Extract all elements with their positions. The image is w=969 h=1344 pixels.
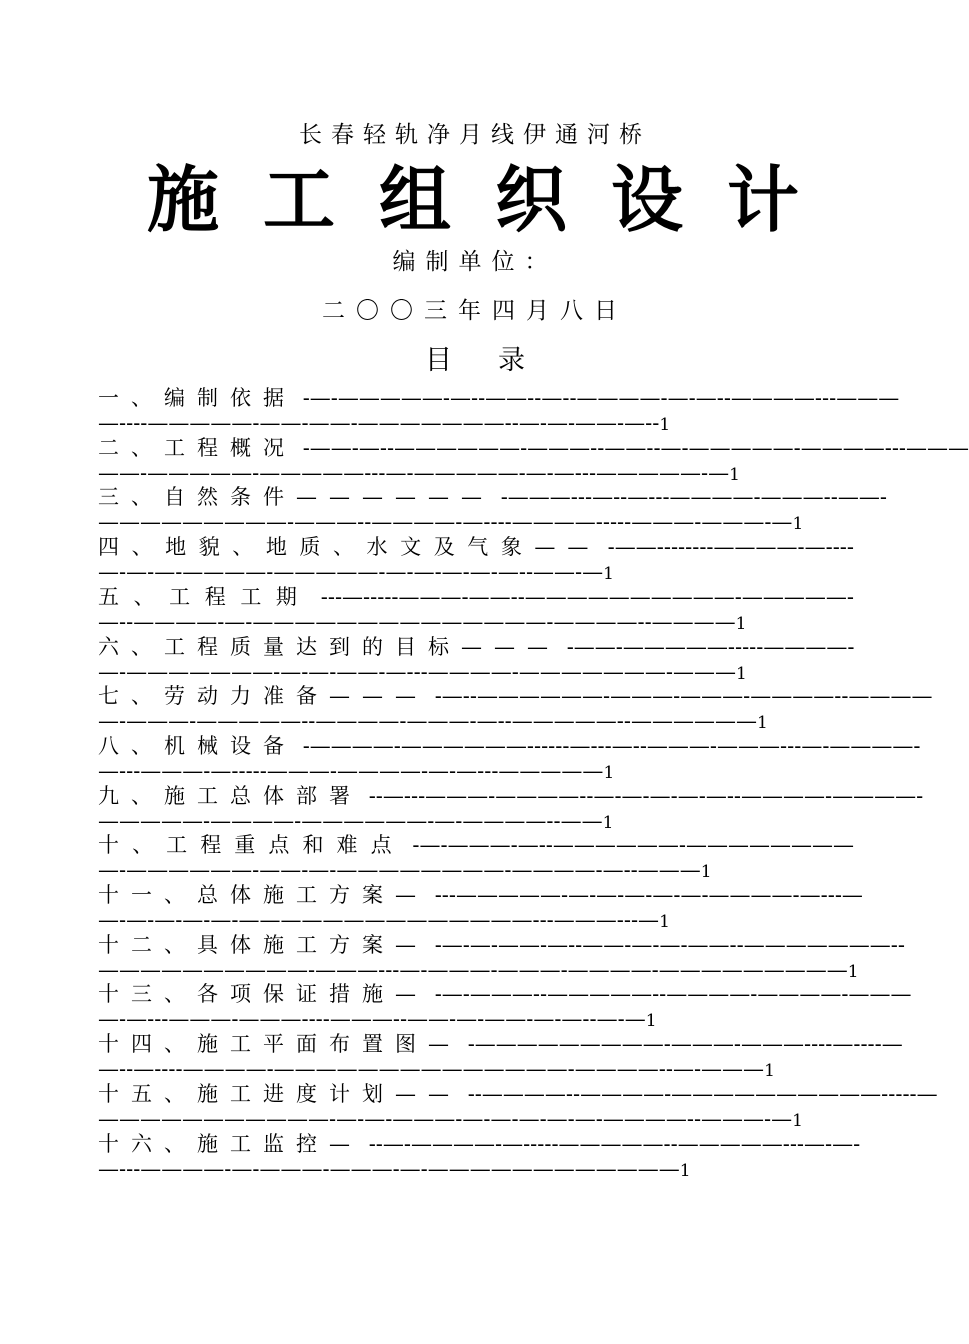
toc-leader: -————-——————------—---—--———-———---—-————- <box>302 733 921 758</box>
toc-page-number: 1 <box>735 613 747 634</box>
toc-leader: —-—---———-———----———--——-—-——-—-—--—-— <box>98 1007 646 1032</box>
toc-leader: —-—-—-————-—————-—-—-—-—-—--——-— <box>98 560 604 585</box>
toc-entry-continuation <box>98 1157 854 1182</box>
toc-leader: ---—-----———-——--——————————-—————- <box>320 584 854 609</box>
document-date: 二〇〇三年四月八日 <box>322 298 628 324</box>
toc-page-number: 1 <box>792 514 804 535</box>
toc-leader: —-———-—————--————-———-—--—————--—————— <box>98 709 757 734</box>
toc-leader: —-——————-——-—-————————-————-—--——— <box>98 858 701 883</box>
toc-entry-line <box>98 932 905 958</box>
toc-entry-continuation <box>98 809 854 834</box>
toc-leader: -—-—-——-—--——-—-—-——--———————-- <box>434 932 905 957</box>
toc-entry-line <box>98 982 912 1007</box>
toc-leader: ——-—————-—————---—-—————-—-—---—————-— <box>98 460 730 485</box>
toc-entry-label: 五、工程工期 <box>98 584 312 609</box>
toc-leader: --—-————-—-----—————--—————---—-—- <box>368 1131 861 1156</box>
toc-leader: —-———————-—-—-——-—---————-———————-——— <box>98 659 736 684</box>
toc-leader: —---————-—-———-———-—-———————————— <box>98 1156 680 1181</box>
toc-entry-label: 八、机械设备 <box>98 733 296 758</box>
toc-leader: -——--------————-—---- <box>607 535 854 560</box>
toc-entry[interactable] <box>98 783 924 834</box>
toc-page-number: 1 <box>659 415 671 435</box>
toc-entry-label: 九、施工总体部署 <box>98 783 362 808</box>
toc-entry-continuation <box>98 560 854 585</box>
toc-entry-line <box>98 783 924 809</box>
toc-entry-line <box>98 883 863 908</box>
toc-entry-line <box>98 585 854 610</box>
toc-entry-label: 三、自然条件—————— <box>98 485 494 510</box>
toc-page-number: 1 <box>645 1011 657 1032</box>
toc-entry-continuation <box>98 759 854 784</box>
toc-entry-continuation <box>98 1057 854 1082</box>
toc-leader: ——————————-———---—-———-———-————-————————— <box>98 957 848 982</box>
toc-entry[interactable] <box>98 1032 903 1082</box>
toc-entry[interactable] <box>98 435 969 486</box>
toc-leader: —---———-—-----———-————-—-—---————— <box>98 758 604 783</box>
toc-entry-continuation <box>98 461 854 486</box>
toc-entry-line <box>98 1081 938 1107</box>
toc-page-number: 1 <box>735 663 747 684</box>
toc-entry[interactable] <box>98 485 887 535</box>
toc-entry[interactable] <box>98 733 921 784</box>
toc-entry[interactable] <box>98 386 900 436</box>
toc-entry-label: 一、编制依据 <box>98 386 296 410</box>
toc-leader: —--————-—-——————————————-————--———— <box>98 609 736 634</box>
toc-leader: -———---—--—---————-———--——- <box>500 485 887 510</box>
toc-entry-line <box>98 833 854 858</box>
toc-page-number: 1 <box>679 1160 691 1181</box>
toc-entry-line <box>98 485 887 510</box>
toc-page-number: 1 <box>764 1061 775 1082</box>
toc-entry-line <box>98 386 900 411</box>
toc-title: 目录 <box>425 345 571 376</box>
toc-leader: -—-—————-—--——--—--————-—-—--————---——— <box>302 386 900 410</box>
toc-entry[interactable] <box>98 585 854 635</box>
project-subtitle: 长春轻轨净月线伊通河桥 <box>299 122 651 148</box>
toc-entry-line <box>98 733 921 759</box>
toc-entry-line <box>98 535 854 560</box>
toc-entry-continuation <box>98 858 854 883</box>
toc-entry-label: 十、工程重点和难点 <box>98 833 405 858</box>
toc-entry-label: 十三、各项保证措施— <box>98 982 428 1007</box>
toc-entry-continuation <box>98 1007 854 1032</box>
toc-entry-continuation <box>98 510 854 535</box>
toc-leader: -—--——————-———-———-————--———— <box>434 684 933 709</box>
toc-leader: -——-—--——————-———--——--—-—————-————---——— <box>302 435 969 460</box>
toc-entry-label: 十一、总体施工方案— <box>98 883 428 907</box>
toc-leader: ---—————-—-—-—-—-—-————-—---— <box>434 883 863 907</box>
toc-leader: --————--————-——————————-----— <box>467 1081 938 1106</box>
toc-leader: —————-————-——————-—-————--—— <box>98 808 603 833</box>
toc-page-number: 1 <box>729 464 740 485</box>
toc-entry-line <box>98 1131 861 1157</box>
toc-entry-label: 十五、施工进度计划—— <box>98 1081 461 1106</box>
toc-page-number: 1 <box>659 912 670 932</box>
toc-page-number: 1 <box>700 862 712 883</box>
toc-entry-continuation <box>98 411 854 436</box>
toc-entry-label: 四、地貌、地质、水文及气象—— <box>98 535 601 560</box>
toc-entry[interactable] <box>98 883 863 933</box>
toc-entry-label: 十四、施工平面布置图— <box>98 1032 461 1057</box>
toc-entry-continuation <box>98 957 859 983</box>
toc-page-number: 1 <box>603 762 615 783</box>
toc-entry-label: 二、工程概况 <box>98 435 296 460</box>
toc-entry-continuation <box>98 660 854 685</box>
toc-entry-line <box>98 1032 903 1057</box>
toc-entry-line <box>98 635 854 660</box>
document-title: 施工组织设计 <box>146 157 843 242</box>
toc-entry[interactable] <box>98 535 854 585</box>
toc-entry-continuation <box>98 610 854 635</box>
toc-entry[interactable] <box>98 635 854 685</box>
compiling-unit-label: 编制单位： <box>392 249 558 275</box>
toc-leader: —-—-—-—-—-——————————————---———---— <box>98 908 660 932</box>
toc-leader: —----—————-——-——-———————--—-—-——-—-- <box>98 411 660 435</box>
toc-leader: —--—----————-——————————————-————--—-——— <box>98 1057 765 1082</box>
toc-entry[interactable] <box>98 833 854 883</box>
toc-entry-continuation <box>98 709 854 734</box>
toc-entry[interactable] <box>98 1081 938 1132</box>
toc-leader: -—-———-—--——————-———————— <box>412 833 854 858</box>
toc-page-number: 1 <box>602 812 614 833</box>
toc-page-number: 1 <box>792 1110 803 1131</box>
toc-page-number: 1 <box>756 713 768 734</box>
toc-entry-continuation <box>98 908 854 933</box>
toc-page-number: 1 <box>847 961 859 982</box>
toc-leader: —————————-———--————-—----————-----———-———-— <box>98 510 793 535</box>
toc-leader: -—————————-———-———----—----— <box>467 1032 903 1057</box>
toc-leader: -—-———--—————--————-————-——— <box>434 982 912 1007</box>
toc-entry-label: 十六、施工监控— <box>98 1131 362 1156</box>
toc-entry[interactable] <box>98 684 933 734</box>
toc-leader: --—---———-————--—-—-—-—-—--————-————- <box>368 783 924 808</box>
toc-entry-continuation <box>98 1107 854 1132</box>
toc-entry-label: 七、劳动力准备——— <box>98 684 428 709</box>
toc-entry[interactable] <box>98 982 912 1032</box>
toc-entry-line <box>98 435 969 461</box>
toc-entry-label: 六、工程质量达到的目标——— <box>98 634 560 659</box>
toc-entry-label: 十二、具体施工方案— <box>98 932 428 957</box>
toc-entry[interactable] <box>98 932 905 983</box>
toc-page-number: 1 <box>603 564 614 585</box>
toc-leader: -——-—————-----————- <box>566 634 855 659</box>
toc-entry-line <box>98 684 933 709</box>
toc-leader: ———————————-—-—-———-—-—-—-—-—-————--———-— <box>98 1106 793 1131</box>
toc-entry[interactable] <box>98 1131 861 1182</box>
